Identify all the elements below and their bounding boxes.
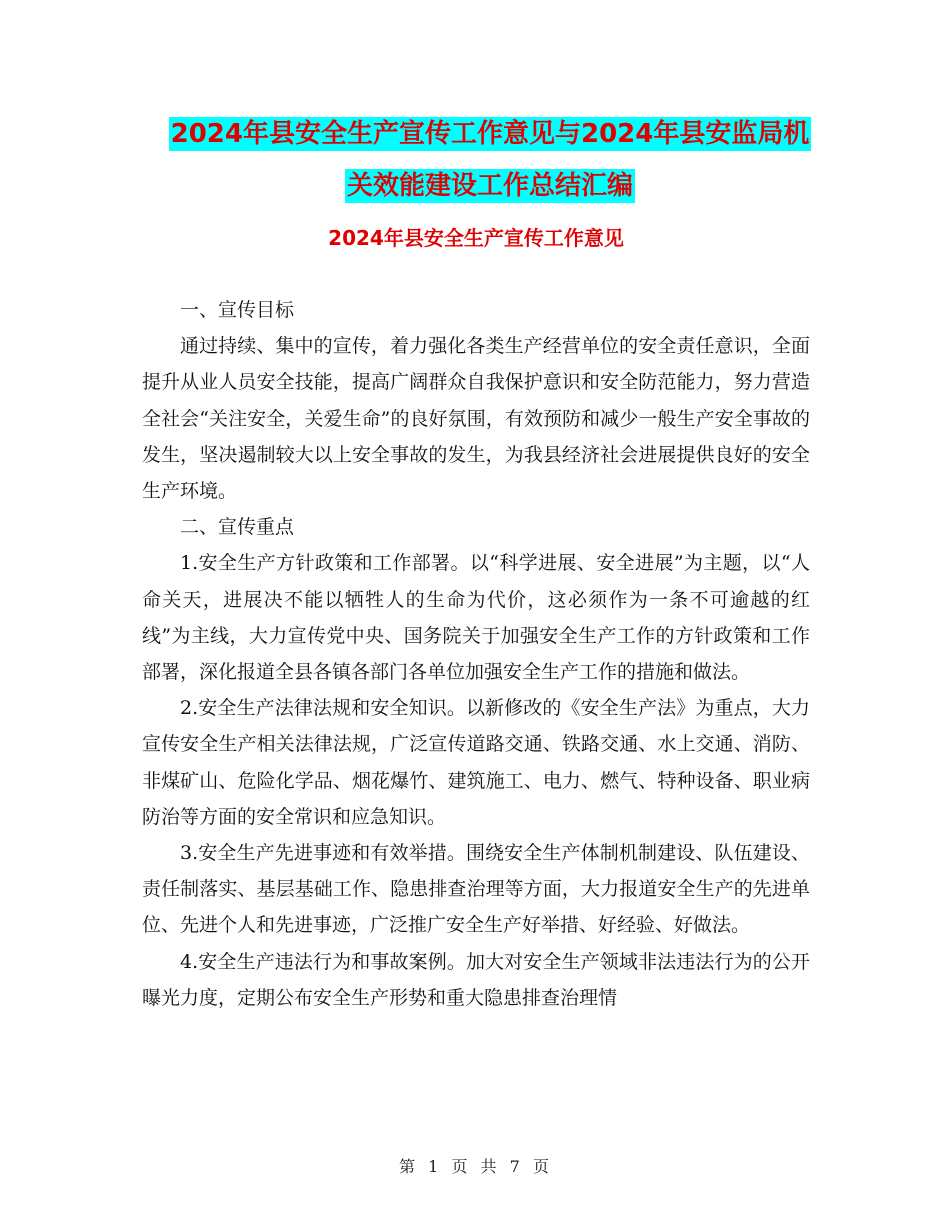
paragraph-item-2: 2.安全生产法律法规和安全知识。以新修改的《安全生产法》为重点，大力宣传安全生产相关法律法规，广泛宣传道路交通、铁路交通、水上交通、消防、非煤矿山、危险化学品、烟花爆竹、建筑施工、电力、燃气、特种设备、职业病防治等方面的安全常识和应急知识。	[142, 697, 810, 828]
paragraph-item-1: 1.安全生产方针政策和工作部署。以“科学进展、安全进展”为主题，以“人命关天，进展决不能以牺牲人的生命为代价，这必须作为一条不可逾越的红线”为主线，大力宣传党中央、国务院关于加强安全生产工作的方针政策和工作部署，深化报道全县各镇各部门各单位加强安全生产工作的措施和做法。	[142, 552, 810, 684]
title-line-1: 2024年县安全生产宣传工作意见与2024年县安监局机	[170, 119, 810, 149]
heading-goals: 一、宣传目标	[180, 299, 295, 321]
paragraph-item-4: 4.安全生产违法行为和事故案例。加大对安全生产领域非法违法行为的公开曝光力度，定期公布安全生产形势和重大隐患排查治理情	[142, 950, 810, 1009]
document-title	[140, 108, 840, 212]
footer-total-pages: 7	[509, 1157, 522, 1176]
footer-mid: 页	[451, 1157, 470, 1176]
document-body	[142, 292, 810, 1016]
paragraph-goals: 通过持续、集中的宣传，着力强化各类生产经营单位的安全责任意识，全面提升从业人员安全技能，提高广阔群众自我保护意识和安全防范能力，努力营造全社会“关注安全，关爱生命”的良好氛围，有效预防和减少一般生产安全事故的发生，坚决遏制较大以上安全事故的发生，为我县经济社会进展提供良好的安全生产环境。	[142, 335, 810, 503]
footer-page-number: 1	[428, 1157, 441, 1176]
title-line-2: 关效能建设工作总结汇编	[346, 171, 633, 201]
footer-of: 共	[480, 1157, 499, 1176]
page-footer	[0, 1154, 950, 1177]
section-title: 2024年县安全生产宣传工作意见	[328, 226, 624, 250]
footer-prefix: 第	[399, 1157, 418, 1176]
heading-focus: 二、宣传重点	[180, 516, 295, 539]
paragraph-item-3: 3.安全生产先进事迹和有效举措。围绕安全生产体制机制建设、队伍建设、责任制落实、基层基础工作、隐患排查治理等方面，大力报道安全生产的先进单位、先进个人和先进事迹，广泛推广安全生产好举措、好经验、好做法。	[142, 842, 810, 937]
footer-suffix: 页	[532, 1157, 551, 1176]
